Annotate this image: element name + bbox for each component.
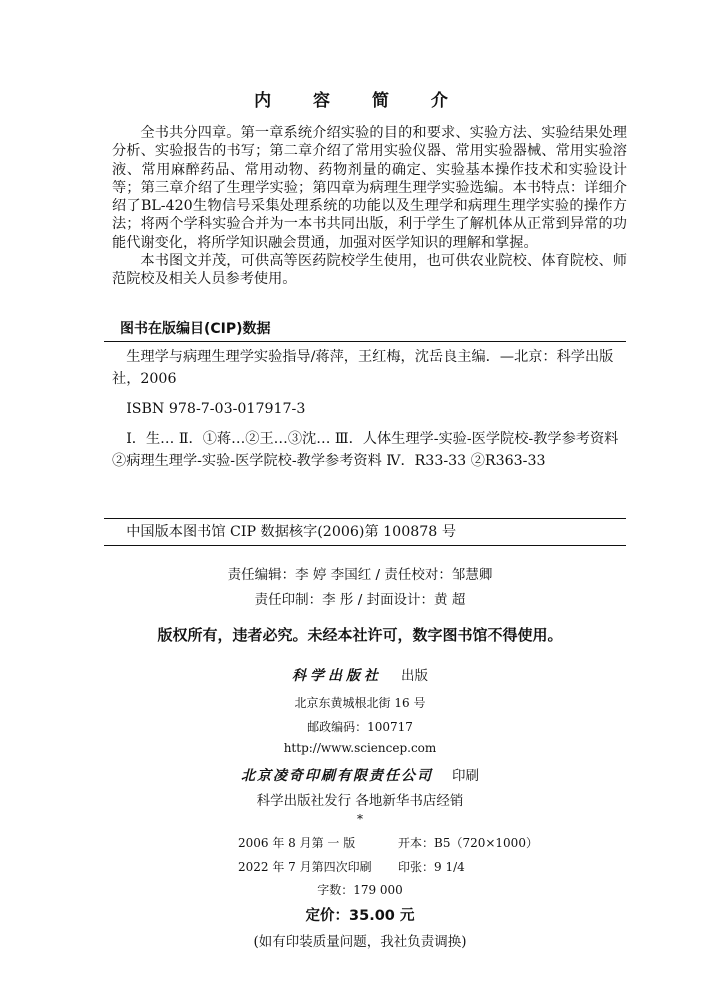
cip-heading: 图书在版编目(CIP)数据 <box>120 321 271 337</box>
edition-reprint: 2022 年 7 月第四次印刷 <box>238 860 372 874</box>
summary-paragraph-2: 本书图文并茂，可供高等医药院校学生使用，也可供农业院校、体育院校、师范院校及相关人员参考使用。 <box>112 253 627 288</box>
publisher-line <box>0 664 720 685</box>
distribution-line: 科学出版社发行 各地新华书店经销 <box>256 793 464 809</box>
cip-isbn: ISBN 978-7-03-017917-3 <box>126 401 306 417</box>
printer-name: 北京凌奇印刷有限责任公司 <box>240 768 433 784</box>
summary-section <box>112 124 627 289</box>
edition-sheets: 印张：9 1/4 <box>398 860 465 874</box>
page-title: 内 容 简 介 <box>254 91 466 111</box>
edition-format: 开本：B5（720×1000） <box>398 836 538 850</box>
cip-title-line: 生理学与病理生理学实验指导/蒋萍，王红梅，沈岳良主编．—北京：科学出版社，2006 <box>112 349 614 387</box>
printer-role: 印刷 <box>452 768 480 784</box>
publisher-postcode: 邮政编码：100717 <box>307 720 413 734</box>
publisher-name: 科学出版社 <box>291 668 382 684</box>
separator-star: * <box>357 812 363 826</box>
editor-credits: 责任编辑：李 婷 李国红 / 责任校对：邹慧卿 <box>227 567 493 583</box>
cip-top-divider <box>104 341 626 342</box>
copyright-notice: 版权所有，违者必究。未经本社许可，数字图书馆不得使用。 <box>157 626 563 644</box>
edition-words: 字数：179 000 <box>317 883 403 897</box>
cip-classification: Ⅰ．生… Ⅱ．①蒋…②王…③沈… Ⅲ．人体生理学-实验-医学院校-教学参考资料②病理生理学-实验-医学院校-教学参考资料 Ⅳ．R33-33 ②R363-33 <box>112 431 619 469</box>
publisher-role: 出版 <box>401 668 429 684</box>
printer-line <box>0 764 720 785</box>
publisher-website: http://www.sciencep.com <box>283 741 437 755</box>
cip-middle-divider <box>104 518 626 519</box>
edition-first: 2006 年 8 月第 一 版 <box>238 836 356 850</box>
production-credits: 责任印制：李 彤 / 封面设计：黄 超 <box>254 592 466 608</box>
quality-note: (如有印装质量问题，我社负责调换) <box>253 934 467 950</box>
cip-record: 中国版本图书馆 CIP 数据核字(2006)第 100878 号 <box>126 524 457 540</box>
cip-record-block <box>112 521 627 543</box>
cip-bottom-divider <box>104 545 626 546</box>
publisher-address: 北京东黄城根北街 16 号 <box>294 696 426 710</box>
price: 定价：35.00 元 <box>305 908 415 924</box>
cip-block <box>112 346 627 472</box>
summary-paragraph-1: 全书共分四章。第一章系统介绍实验的目的和要求、实验方法、实验结果处理分析、实验报告的书写；第二章介绍了常用实验仪器、常用实验器械、常用实验溶液、常用麻醉药品、常用动物、药物剂量的确定、实验基本操作技术和实验设计等；第三章介绍了生理学实验；第四章为病理生理学实验选编。本书特点：详细介绍了BL-420生物信号采集处理系统的功能以及生理学和病理生理学实验的操作方法；将两个学科实验合并为一本书共同出版，利于学生了解机体从正常到异常的功能代谢变化，将所学知识融会贯通，加强对医学知识的理解和掌握。 <box>112 125 627 251</box>
